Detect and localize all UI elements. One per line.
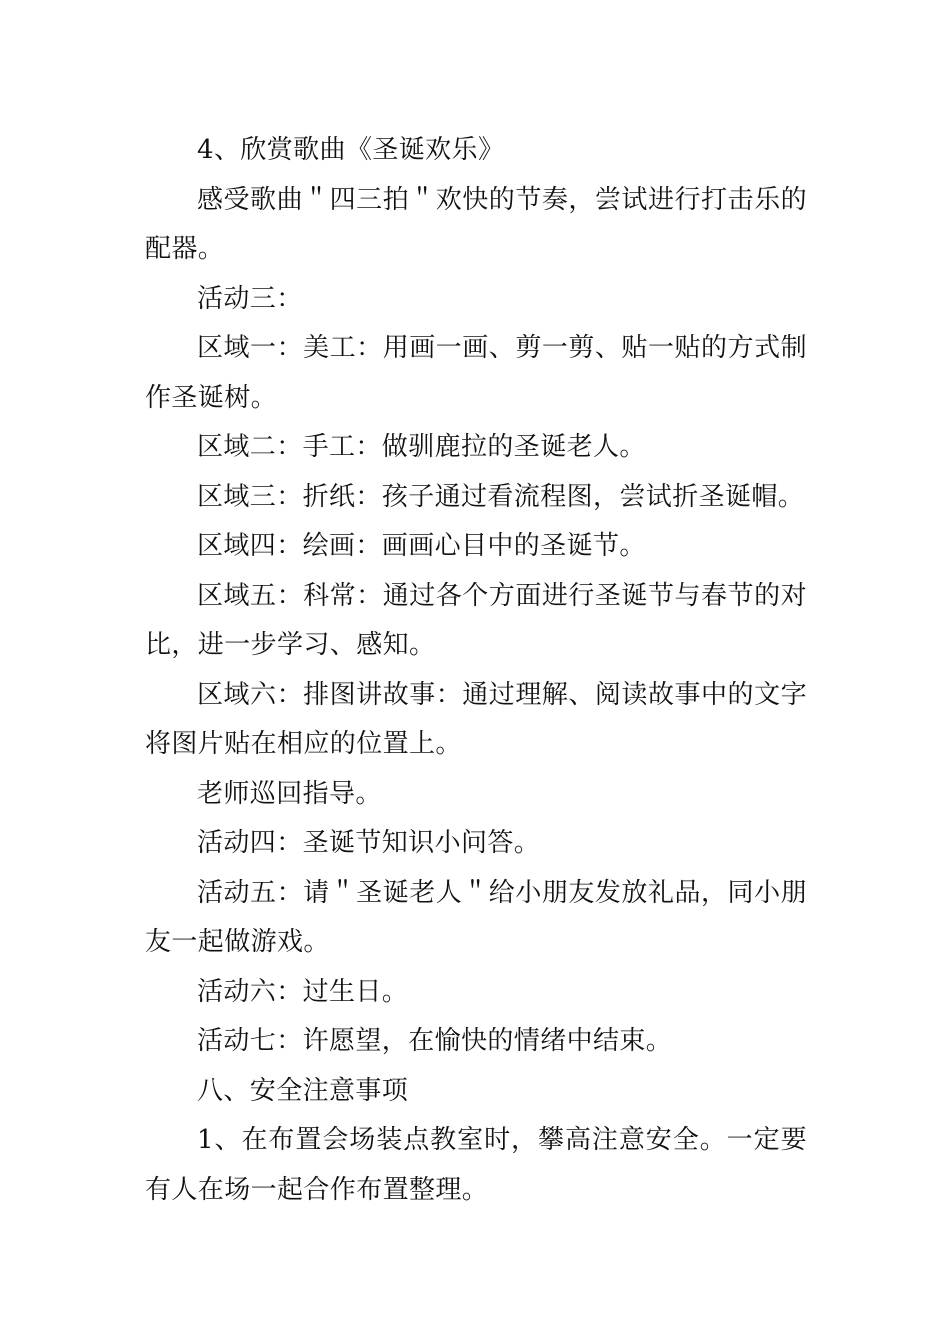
paragraph-activity-seven: 活动七：许愿望，在愉快的情绪中结束。 — [197, 1026, 673, 1056]
paragraph-rhythm: 感受歌曲＂四三拍＂欢快的节奏，尝试进行打击乐的配器。 — [145, 184, 807, 264]
document-body — [145, 126, 807, 1215]
paragraph-area-one: 区域一：美工：用画一画、剪一剪、贴一贴的方式制作圣诞树。 — [145, 333, 807, 413]
paragraph-area-six: 区域六：排图讲故事：通过理解、阅读故事中的文字将图片贴在相应的位置上。 — [145, 679, 807, 759]
paragraph-activity-five: 活动五：请＂圣诞老人＂给小朋友发放礼品，同小朋友一起做游戏。 — [145, 877, 807, 957]
paragraph-activity-three: 活动三： — [197, 283, 303, 314]
paragraph-song-appreciation: 4、欣赏歌曲《圣诞欢乐》 — [197, 135, 505, 165]
paragraph-safety-one: 1、在布置会场装点教室时，攀高注意安全。一定要有人在场一起合作布置整理。 — [145, 1125, 807, 1205]
paragraph-area-two: 区域二：手工：做驯鹿拉的圣诞老人。 — [197, 432, 646, 462]
paragraph-area-three: 区域三：折纸：孩子通过看流程图，尝试折圣诞帽。 — [197, 481, 805, 512]
paragraph-area-four: 区域四：绘画：画画心目中的圣诞节。 — [197, 531, 646, 561]
paragraph-activity-four: 活动四：圣诞节知识小问答。 — [197, 828, 541, 858]
paragraph-area-five: 区域五：科常：通过各个方面进行圣诞节与春节的对比，进一步学习、感知。 — [145, 580, 807, 660]
section-heading-safety: 八、安全注意事项 — [197, 1075, 409, 1106]
paragraph-activity-six: 活动六：过生日。 — [197, 976, 409, 1007]
paragraph-teacher-guidance: 老师巡回指导。 — [197, 778, 382, 809]
